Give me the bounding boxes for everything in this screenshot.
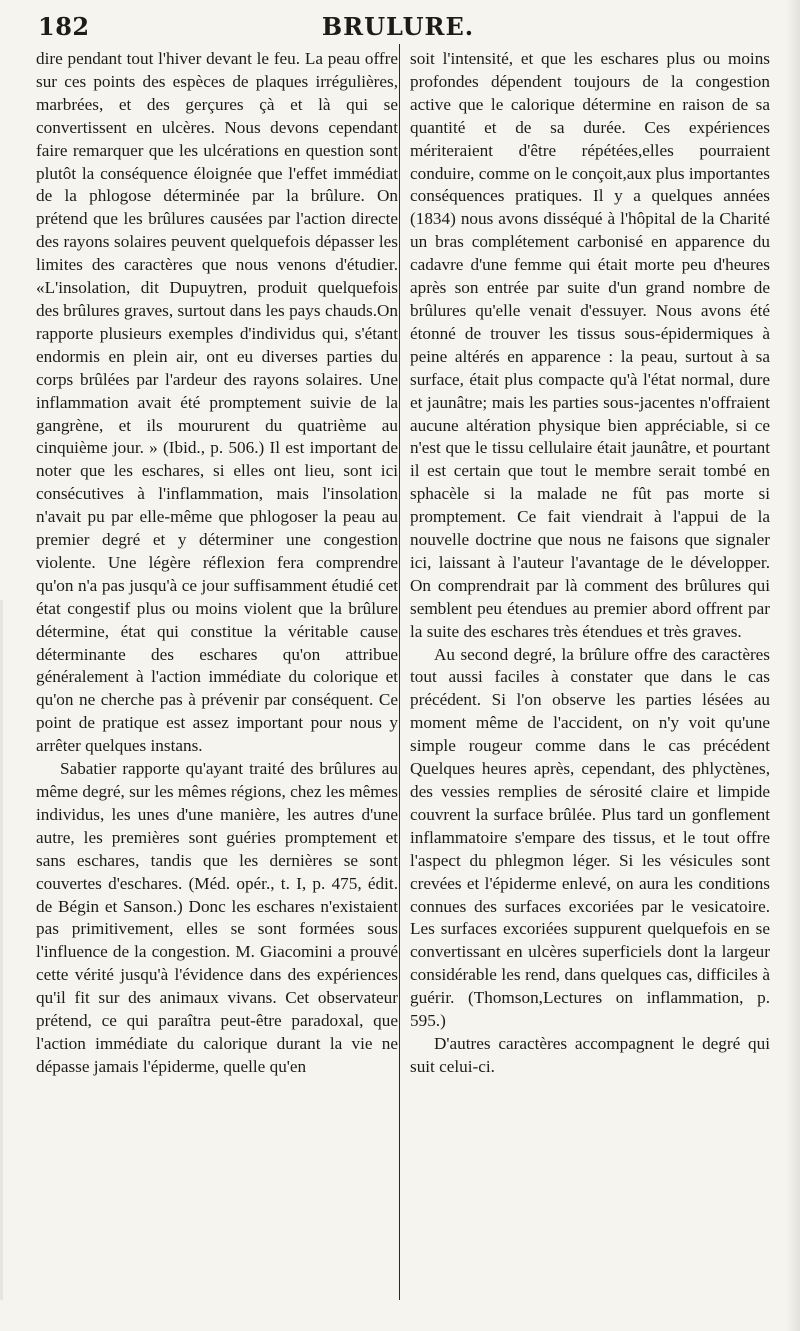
running-head: BRULURE.	[321, 12, 475, 41]
page-edge-shadow	[786, 0, 800, 1331]
paragraph: soit l'intensité, et que les eschares plus ou moins profondes dépendent toujours de la congestion active que le calorique détermine en raison de sa quantité et de sa durée. Ces expériences mériteraient d'être répétées,elles pourraient conduire, comme on le conçoit,aux plus importantes conséquences pratiques. Il y a quelques années (1834) nous avons disséqué à l'hôpital de la Charité un bras complétement carbonisé en apparence du cadavre d'une femme qui était morte peu d'heures après son entrée par suite d'un grand nombre de brûlures qu'elle venait d'essuyer. Nous avons été étonné de trouver les tissus sous-épidermiques à peine altérés en apparence : la peau, surtout à sa surface, était plus compacte qu'à l'état normal, dure et jaunâtre; mais les parties sous-jacentes n'offraient aucune altération physique bien appréciable, si ce n'est que le tissu cellulaire était jaunâtre, et pourtant il est certain que tout le membre serait tombé en sphacèle si la malade ne fût pas morte si promptement. Ce fait viendrait à l'appui de la nouvelle doctrine que nous ne faisons que signaler ici, laissant à l'auteur l'avantage de le développer. On comprendrait par là comment des brûlures qui semblent peu étendues au premier abord offrent par la suite des eschares très étendues et très graves.	[410, 49, 770, 641]
page-number: 182	[38, 12, 90, 41]
paragraph: dire pendant tout l'hiver devant le feu. La peau offre sur ces points des espèces de plaques irrégulières, marbrées, et des gerçures çà et là qui se convertissent en ulcères. Nous devons cependant faire remarquer que les ulcérations en question sont plutôt la conséquence éloignée que l'effet immédiat de la phlogose déterminée par la brûlure. On prétend que les brûlures causées par l'action directe des rayons solaires peuvent quelquefois dépasser les limites des caractères que nous venons d'étudier. «L'insolation, dit Dupuytren, produit quelquefois des brûlures graves, surtout dans les pays chauds.On rapporte plusieurs exemples d'individus qui, s'étant endormis en plein air, ont eu diverses parties du corps brûlées par l'ardeur des rayons solaires. Une inflammation avait été promptement suivie de la gangrène, et ils moururent du quatrième au cinquième jour. » (Ibid., p. 506.) Il est important de noter que les eschares, si elles ont lieu, sont ici consécutives à l'inflammation, mais l'insolation n'avait pu par elle-même que phlogoser la peau au premier degré et y déterminer une congestion violente. Une légère réflexion fera comprendre qu'on n'a pas jusqu'à ce jour suffisamment étudié cet état congestif plus ou moins violent que la brûlure détermine, état qui constitue la véritable cause déterminante des eschares qu'on attribue généralement à l'action immédiate du colorique et qu'on ne cherche pas à prévenir par conséquent. Ce point de pratique est assez important pour nous y arrêter quelques instans.	[36, 49, 398, 756]
paragraph: Sabatier rapporte qu'ayant traité des brûlures au même degré, sur les mêmes régions, chez les mêmes individus, les unes d'une manière, les autres d'une autre, les premières sont guéries promptement et sans eschares, tandis que les dernières se sont couvertes d'eschares. (Méd. opér., t. I, p. 475, édit. de Bégin et Sanson.) Donc les eschares n'existaient pas primitivement, elles se sont formées sous l'influence de la congestion. M. Giacomini a prouvé cette vérité jusqu'à l'évidence dans des expériences qu'il fit sur des animaux vivans. Cet observateur prétend, ce qui paraîtra peut-être paradoxal, que l'action immédiate du calorique durant la vie ne dépasse jamais l'épiderme, quelle qu'en	[36, 759, 398, 1076]
column-rule	[399, 44, 400, 1300]
right-column	[410, 48, 770, 1079]
scan-edge-mark	[0, 600, 3, 1300]
left-column	[36, 48, 398, 1079]
paragraph: D'autres caractères accompagnent le degré qui suit celui-ci.	[410, 1033, 770, 1076]
paragraph: Au second degré, la brûlure offre des caractères tout aussi faciles à constater que dans le cas précédent. Si l'on observe les parties lésées au moment même de l'accident, on n'y voit qu'une simple rougeur comme dans le cas précédent Quelques heures après, cependant, des phlyctènes, des vessies remplies de sérosité claire et limpide couvrent la surface brûlée. Plus tard un gonflement inflammatoire s'empare des tissus, et le tout offre l'aspect du phlegmon léger. Si les vésicules sont crevées et l'épiderme enlevé, on aura les conditions connues des surfaces excoriées par le vesicatoire. Les surfaces excoriées suppurent quelquefois en se convertissant en ulcères superficiels dont la largeur considérable les rend, dans quelques cas, difficiles à guérir. (Thomson,Lectures on inflammation, p. 595.)	[410, 644, 770, 1031]
page-header	[38, 8, 758, 44]
